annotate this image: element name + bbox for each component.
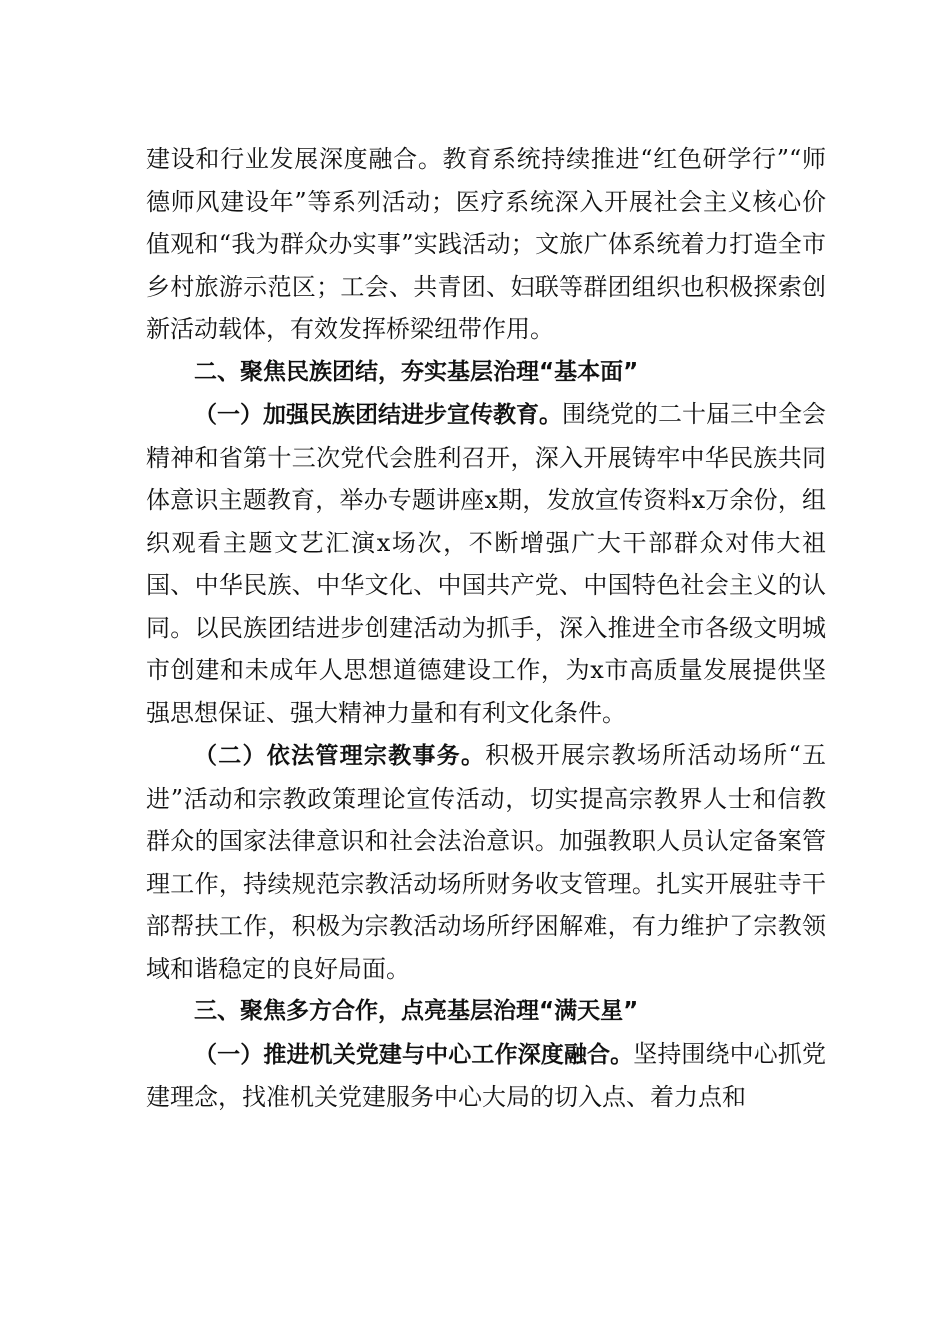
paragraph-text: 坚持围绕中心抓党建理念，找准机关党建服务中心大局的切入点、着力点和 [146,1039,827,1111]
paragraph-text: 围绕党的二十届三中全会精神和省第十三次党代会胜利召开，深入开展铸牢中华民族共同体意识主题教育，举办专题讲座x期，发放宣传资料x万余份，组织观看主题文艺汇演x场次，不断增强广大干部群众对伟大祖国、中华民族、中华文化、中国共产党、中国特色社会主义的认同。以民族团结进步创建活动为抓手，深入推进全市各级文明城市创建和未成年人思想道德建设工作，为x市高质量发展提供坚强思想保证、强大精神力量和有利文化条件。 [146,400,826,727]
paragraph-party-building [146,1033,826,1119]
paragraph-continuation [146,138,826,351]
paragraph-text: 建设和行业发展深度融合。教育系统持续推进“红色研学行”“师德师风建设年”等系列活动；医疗系统深入开展社会主义核心价值观和“我为群众办实事”实践活动；文旅广体系统着力打造全市乡村旅游示范区；工会、共青团、妇联等群团组织也积极探索创新活动载体，有效发挥桥梁纽带作用。 [146,145,826,343]
heading-text: 二、聚焦民族团结，夯实基层治理“基本面” [194,358,639,385]
paragraph-lead: （一）加强民族团结进步宣传教育。 [194,402,562,428]
paragraph-text: 积极开展宗教场所活动场所“五进”活动和宗教政策理论宣传活动，切实提高宗教界人士和信教群众的国家法律意识和社会法治意识。加强教职人员认定备案管理工作，持续规范宗教活动场所财务收支管理。扎实开展驻寺干部帮扶工作，积极为宗教活动场所纾困解难，有力维护了宗教领域和谐稳定的良好局面。 [146,741,826,983]
section-heading-3 [146,990,826,1033]
paragraph-lead: （二）依法管理宗教事务。 [194,743,486,769]
section-heading-2 [146,351,826,394]
paragraph-ethnic-unity [146,393,826,734]
document-body [146,138,826,1119]
heading-text: 三、聚焦多方合作，点亮基层治理“满天星” [194,998,639,1024]
paragraph-religious-affairs [146,734,826,990]
paragraph-lead: （一）推进机关党建与中心工作深度融合。 [194,1041,634,1068]
